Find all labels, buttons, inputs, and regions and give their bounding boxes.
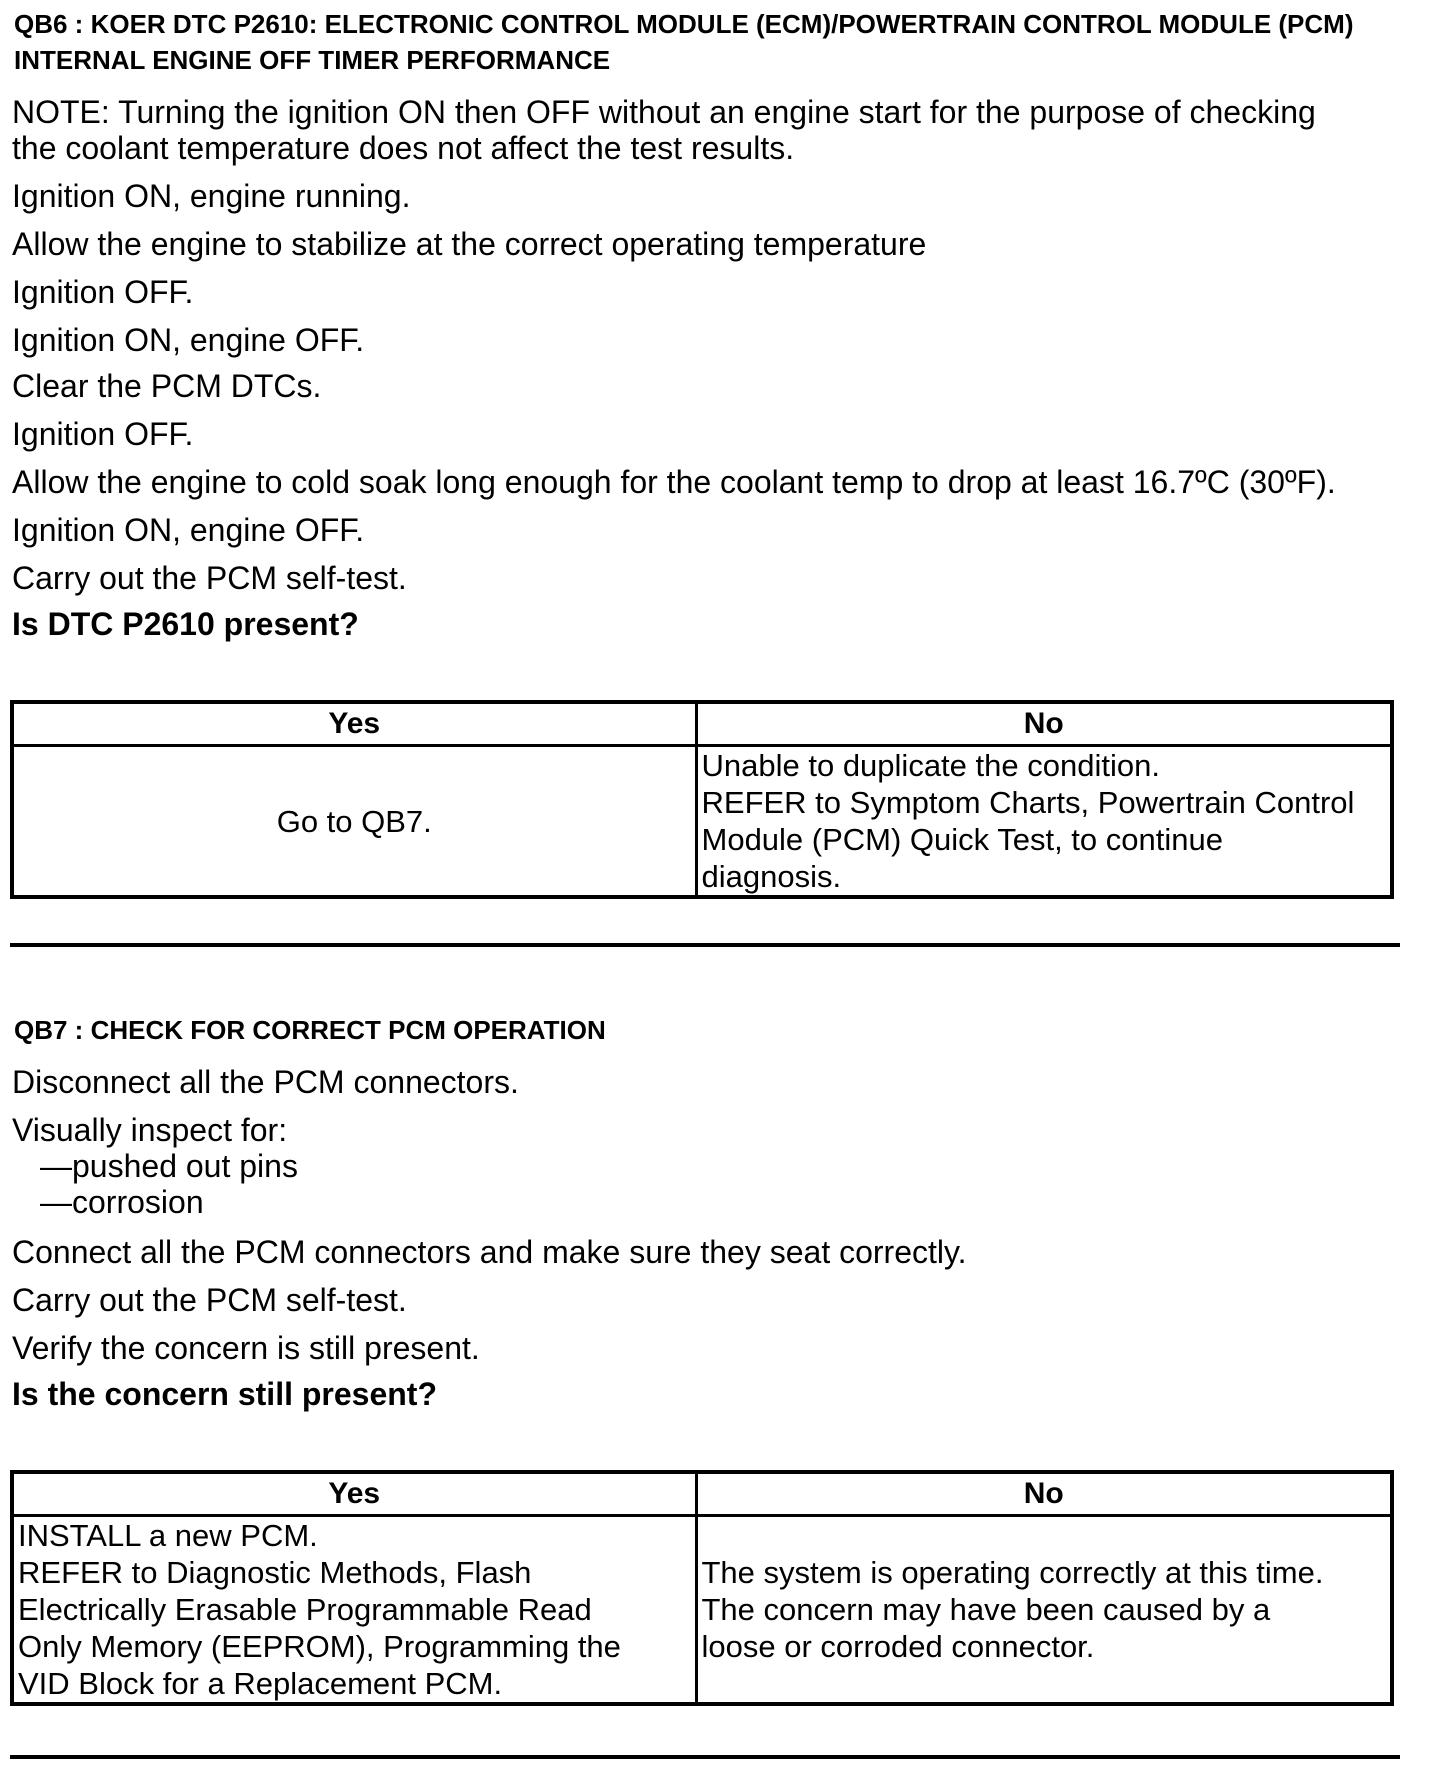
qb7-yes-line: Only Memory (EEPROM), Programming the xyxy=(18,1629,621,1664)
qb7-sub-item: —pushed out pins xyxy=(40,1148,298,1184)
qb6-question: Is DTC P2610 present? xyxy=(12,606,359,642)
qb7-yes-line: Electrically Erasable Programmable Read xyxy=(18,1592,592,1627)
qb7-step: Connect all the PCM connectors and make sure they seat correctly. xyxy=(12,1234,967,1270)
qb6-yes-header: Yes xyxy=(12,702,696,746)
qb7-step: Verify the concern is still present. xyxy=(12,1330,480,1366)
qb6-step: Allow the engine to cold soak long enough for the coolant temp to drop at least 16.7ºC (30ºF). xyxy=(12,464,1336,500)
qb6-step: Ignition ON, engine OFF. xyxy=(12,322,365,358)
qb6-decision-table xyxy=(10,700,1394,899)
section-divider xyxy=(10,943,1400,947)
qb6-step: Carry out the PCM self-test. xyxy=(12,560,407,596)
qb6-step: Ignition OFF. xyxy=(12,416,194,452)
qb7-no-line: The concern may have been caused by a xyxy=(701,1592,1271,1627)
qb7-sub-item: —corrosion xyxy=(40,1184,204,1220)
qb6-heading: QB6 : KOER DTC P2610: ELECTRONIC CONTROL MODULE (ECM)/POWERTRAIN CONTROL MODULE (PCM) INTERNAL ENGINE OFF TIMER PERFORMANCE xyxy=(14,9,1354,75)
qb7-yes-line: VID Block for a Replacement PCM. xyxy=(18,1666,503,1701)
qb7-decision-table xyxy=(10,1470,1394,1706)
qb6-step: Ignition ON, engine OFF. xyxy=(12,512,365,548)
qb7-table-header-row xyxy=(12,1472,1392,1516)
qb6-yes-cell: Go to QB7. xyxy=(12,746,696,898)
qb6-no-line: Module (PCM) Quick Test, to continue xyxy=(701,822,1223,857)
qb6-step: Allow the engine to stabilize at the correct operating temperature xyxy=(12,226,927,262)
qb6-no-cell xyxy=(696,746,1392,898)
qb6-table-row xyxy=(12,746,1392,898)
qb7-step: Visually inspect for: xyxy=(12,1112,288,1148)
qb7-question: Is the concern still present? xyxy=(12,1376,437,1412)
qb6-step: Ignition OFF. xyxy=(12,274,194,310)
qb6-step: Clear the PCM DTCs. xyxy=(12,368,322,404)
qb6-no-line: Unable to duplicate the condition. xyxy=(701,748,1160,783)
qb7-step: Carry out the PCM self-test. xyxy=(12,1282,407,1318)
section-divider xyxy=(10,1755,1400,1759)
qb7-yes-cell xyxy=(12,1516,696,1705)
qb7-yes-line: REFER to Diagnostic Methods, Flash xyxy=(18,1555,532,1590)
qb6-no-line: REFER to Symptom Charts, Powertrain Control xyxy=(701,785,1355,820)
qb7-no-line: The system is operating correctly at this time. xyxy=(701,1555,1324,1590)
qb7-no-line: loose or corroded connector. xyxy=(701,1629,1095,1664)
qb7-step: Disconnect all the PCM connectors. xyxy=(12,1064,519,1100)
qb6-no-header: No xyxy=(696,702,1392,746)
qb7-yes-header: Yes xyxy=(12,1472,696,1516)
qb7-yes-line: INSTALL a new PCM. xyxy=(18,1518,318,1553)
qb7-no-header: No xyxy=(696,1472,1392,1516)
qb6-note-line-1: NOTE: Turning the ignition ON then OFF without an engine start for the purpose of checking xyxy=(12,94,1316,130)
qb7-no-cell xyxy=(696,1516,1392,1705)
qb6-table-header-row xyxy=(12,702,1392,746)
qb7-heading: QB7 : CHECK FOR CORRECT PCM OPERATION xyxy=(14,1015,606,1045)
qb6-note-line-2: the coolant temperature does not affect the test results. xyxy=(12,130,795,166)
qb6-no-line: diagnosis. xyxy=(701,859,842,894)
qb7-table-row xyxy=(12,1516,1392,1705)
qb6-step: Ignition ON, engine running. xyxy=(12,178,411,214)
